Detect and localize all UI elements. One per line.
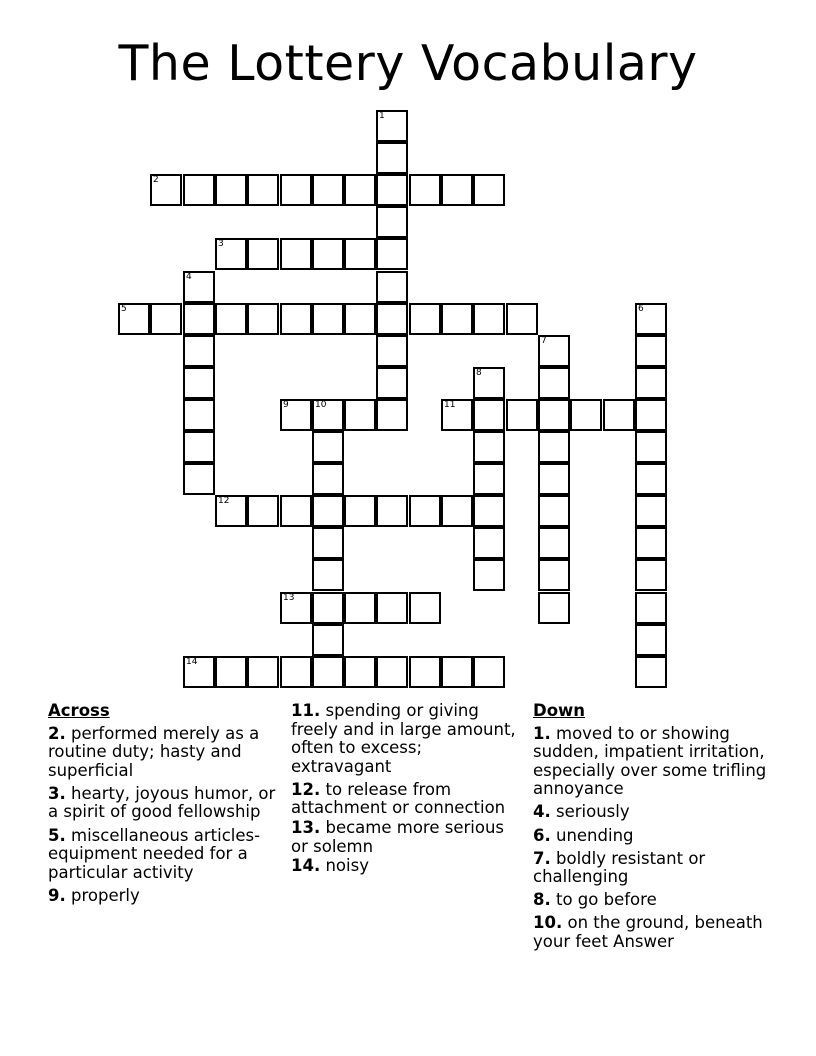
cell-number: 8 — [476, 368, 482, 378]
crossword-cell[interactable] — [441, 303, 473, 335]
cell-number: 2 — [153, 175, 159, 185]
across-clue — [48, 725, 280, 781]
down-clues-column — [533, 702, 773, 956]
crossword-cell[interactable] — [344, 656, 376, 688]
clue-text: performed merely as a routine duty; hasty and superficial — [48, 723, 260, 780]
crossword-cell[interactable] — [635, 399, 667, 431]
crossword-cell[interactable] — [409, 495, 441, 527]
crossword-cell[interactable] — [312, 399, 344, 431]
crossword-cell[interactable] — [183, 431, 215, 463]
crossword-cell[interactable] — [635, 624, 667, 656]
crossword-cell[interactable] — [344, 399, 376, 431]
down-clue — [533, 914, 773, 951]
across-clue — [48, 887, 280, 906]
cell-number: 7 — [541, 336, 547, 346]
clue-text: noisy — [320, 856, 369, 876]
crossword-cell[interactable] — [150, 303, 182, 335]
crossword-cell[interactable] — [247, 174, 279, 206]
crossword-cell[interactable] — [183, 367, 215, 399]
clue-text: on the ground, beneath your feet Answer — [533, 913, 763, 952]
crossword-cell[interactable] — [473, 431, 505, 463]
crossword-cell[interactable] — [635, 656, 667, 688]
crossword-cell[interactable] — [473, 174, 505, 206]
crossword-cell[interactable] — [376, 238, 408, 270]
crossword-cell[interactable] — [183, 303, 215, 335]
clue-text: to release from attachment or connection — [291, 779, 506, 818]
crossword-cell[interactable] — [473, 656, 505, 688]
crossword-cell[interactable] — [183, 463, 215, 495]
crossword-cell[interactable] — [635, 592, 667, 624]
clue-number: 9. — [48, 885, 66, 905]
crossword-cell[interactable] — [215, 656, 247, 688]
down-clue — [533, 850, 773, 887]
crossword-cell[interactable] — [247, 495, 279, 527]
crossword-cell[interactable] — [635, 367, 667, 399]
crossword-cell[interactable] — [441, 174, 473, 206]
crossword-cell[interactable] — [215, 495, 247, 527]
crossword-cell[interactable] — [150, 174, 182, 206]
crossword-cell[interactable] — [344, 174, 376, 206]
crossword-cell[interactable] — [376, 142, 408, 174]
down-clue — [533, 827, 773, 846]
down-clue — [533, 803, 773, 822]
crossword-cell[interactable] — [215, 303, 247, 335]
crossword-cell[interactable] — [473, 367, 505, 399]
crossword-cell[interactable] — [635, 463, 667, 495]
crossword-cell[interactable] — [538, 527, 570, 559]
clue-number: 12. — [291, 779, 321, 799]
cell-number: 14 — [186, 657, 198, 667]
crossword-cell[interactable] — [538, 367, 570, 399]
crossword-cell[interactable] — [473, 399, 505, 431]
crossword-cell[interactable] — [344, 592, 376, 624]
clue-text: moved to or showing sudden, impatient irritation, especially over some trifling annoyance — [533, 723, 767, 799]
crossword-cell[interactable] — [376, 399, 408, 431]
crossword-cell[interactable] — [376, 271, 408, 303]
clue-text: spending or giving freely and in large amount, often to excess; extravagant — [291, 701, 516, 776]
crossword-cell[interactable] — [344, 238, 376, 270]
down-clue — [533, 891, 773, 910]
crossword-cell[interactable] — [183, 656, 215, 688]
crossword-cell[interactable] — [280, 174, 312, 206]
crossword-cell[interactable] — [441, 656, 473, 688]
crossword-cell[interactable] — [280, 592, 312, 624]
down-clue — [533, 725, 773, 799]
crossword-cell[interactable] — [118, 303, 150, 335]
crossword-cell[interactable] — [538, 431, 570, 463]
crossword-cell[interactable] — [247, 656, 279, 688]
crossword-cell[interactable] — [376, 206, 408, 238]
clue-number: 11. — [291, 701, 321, 720]
crossword-cell[interactable] — [183, 399, 215, 431]
crossword-cell[interactable] — [473, 303, 505, 335]
crossword-cell[interactable] — [538, 495, 570, 527]
clue-text: seriously — [550, 802, 630, 822]
across-clue — [291, 781, 519, 818]
page-title: The Lottery Vocabulary — [118, 35, 698, 92]
clue-number: 5. — [48, 825, 66, 845]
crossword-cell[interactable] — [183, 174, 215, 206]
crossword-cell[interactable] — [441, 399, 473, 431]
across-clue — [48, 827, 280, 883]
crossword-cell[interactable] — [312, 495, 344, 527]
crossword-cell[interactable] — [312, 527, 344, 559]
clue-text: became more serious or solemn — [291, 818, 505, 856]
clue-number: 8. — [533, 890, 551, 910]
crossword-cell[interactable] — [215, 238, 247, 270]
clue-number: 1. — [533, 723, 551, 743]
across-clues-column-1 — [48, 702, 280, 910]
clue-text: miscellaneous articles- equipment needed for a particular activity — [48, 825, 261, 882]
crossword-cell[interactable] — [376, 367, 408, 399]
cell-number: 1 — [379, 111, 385, 121]
crossword-cell[interactable] — [376, 656, 408, 688]
cell-number: 12 — [218, 496, 230, 506]
cell-number: 13 — [283, 593, 295, 603]
clue-number: 10. — [533, 913, 563, 933]
cell-number: 10 — [315, 400, 327, 410]
cell-number: 9 — [283, 400, 289, 410]
crossword-cell[interactable] — [473, 559, 505, 591]
crossword-cell[interactable] — [312, 656, 344, 688]
crossword-cell[interactable] — [376, 174, 408, 206]
crossword-cell[interactable] — [570, 399, 602, 431]
across-heading: Across — [48, 701, 110, 720]
crossword-cell[interactable] — [538, 399, 570, 431]
crossword-cell[interactable] — [506, 303, 538, 335]
across-clue — [291, 702, 519, 776]
crossword-cell[interactable] — [280, 238, 312, 270]
clue-text: to go before — [550, 890, 657, 910]
crossword-cell[interactable] — [183, 335, 215, 367]
crossword-cell[interactable] — [538, 335, 570, 367]
crossword-cell[interactable] — [312, 592, 344, 624]
crossword-cell[interactable] — [473, 463, 505, 495]
clue-number: 7. — [533, 848, 551, 868]
clue-text: boldly resistant or challenging — [533, 848, 706, 887]
clue-number: 4. — [533, 802, 551, 822]
crossword-cell[interactable] — [312, 431, 344, 463]
clue-number: 13. — [291, 818, 321, 838]
crossword-cell[interactable] — [635, 559, 667, 591]
crossword-cell[interactable] — [312, 238, 344, 270]
crossword-cell[interactable] — [635, 527, 667, 559]
crossword-cell[interactable] — [506, 399, 538, 431]
clue-text: properly — [65, 885, 140, 905]
crossword-cell[interactable] — [635, 495, 667, 527]
crossword-cell[interactable] — [247, 238, 279, 270]
down-heading: Down — [533, 701, 586, 720]
crossword-cell[interactable] — [312, 624, 344, 656]
crossword-cell[interactable] — [376, 110, 408, 142]
crossword-cell[interactable] — [635, 335, 667, 367]
crossword-cell[interactable] — [409, 592, 441, 624]
crossword-cell[interactable] — [280, 656, 312, 688]
across-clue — [48, 785, 280, 822]
clue-number: 2. — [48, 723, 66, 743]
clue-number: 6. — [533, 825, 551, 845]
crossword-cell[interactable] — [409, 174, 441, 206]
clue-text: hearty, joyous humor, or a spirit of good fellowship — [48, 783, 276, 822]
crossword-cell[interactable] — [280, 303, 312, 335]
crossword-cell[interactable] — [635, 431, 667, 463]
cell-number: 4 — [186, 272, 192, 282]
cell-number: 11 — [444, 400, 456, 410]
crossword-cell[interactable] — [635, 303, 667, 335]
crossword-cell[interactable] — [312, 463, 344, 495]
crossword-cell[interactable] — [538, 559, 570, 591]
crossword-cell[interactable] — [247, 303, 279, 335]
crossword-cell[interactable] — [473, 495, 505, 527]
crossword-cell[interactable] — [376, 303, 408, 335]
crossword-cell[interactable] — [409, 656, 441, 688]
crossword-cell[interactable] — [344, 303, 376, 335]
clue-text: unending — [550, 825, 634, 845]
crossword-cell[interactable] — [538, 463, 570, 495]
crossword-cell[interactable] — [376, 495, 408, 527]
crossword-cell[interactable] — [441, 495, 473, 527]
across-clue — [291, 819, 519, 856]
crossword-cell[interactable] — [280, 495, 312, 527]
crossword-cell[interactable] — [183, 271, 215, 303]
crossword-cell[interactable] — [312, 559, 344, 591]
crossword-cell[interactable] — [312, 174, 344, 206]
crossword-cell[interactable] — [376, 592, 408, 624]
crossword-cell[interactable] — [409, 303, 441, 335]
crossword-cell[interactable] — [312, 303, 344, 335]
clue-number: 3. — [48, 783, 66, 803]
crossword-cell[interactable] — [215, 174, 247, 206]
cell-number: 3 — [218, 239, 224, 249]
crossword-cell[interactable] — [344, 495, 376, 527]
crossword-cell[interactable] — [603, 399, 635, 431]
crossword-cell[interactable] — [280, 399, 312, 431]
across-clues-column-2 — [291, 702, 519, 880]
clue-number: 14. — [291, 856, 321, 876]
across-clue — [291, 857, 519, 876]
crossword-cell[interactable] — [376, 335, 408, 367]
crossword-cell[interactable] — [538, 592, 570, 624]
cell-number: 6 — [638, 304, 644, 314]
crossword-cell[interactable] — [473, 527, 505, 559]
cell-number: 5 — [121, 304, 127, 314]
